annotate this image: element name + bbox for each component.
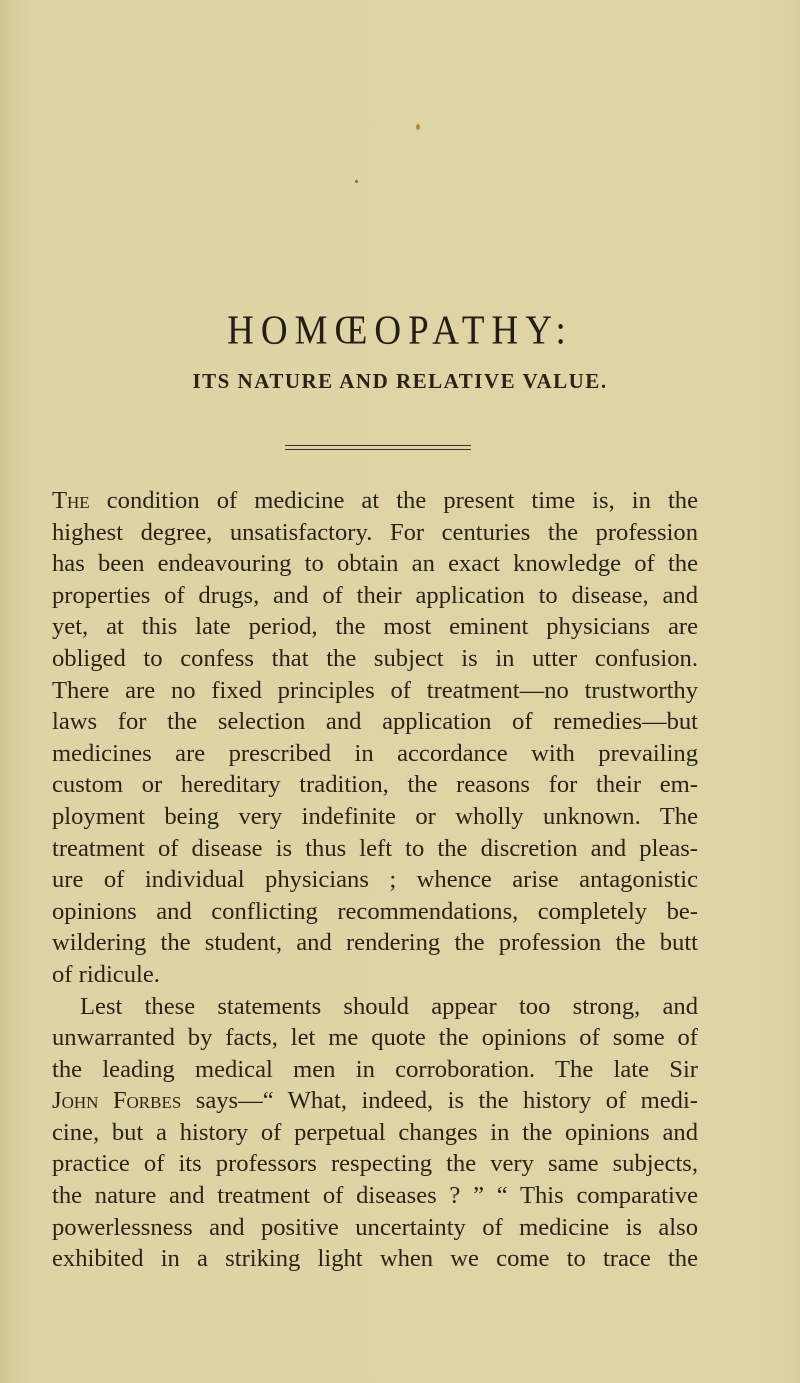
paragraph-2 [52,991,698,1275]
text-line: yet, at this late period, the most eminent physicians are [52,613,698,641]
text-line: custom or hereditary tradition, the reasons for their em- [52,771,698,799]
line-text: says—“ What, indeed, is the history of medi- [181,1087,698,1115]
text-line: powerlessness and positive uncertainty of medicine is also [52,1213,698,1241]
text-line: laws for the selection and application of remedies—but [52,708,698,736]
paragraph-1 [52,485,698,991]
text-line: wildering the student, and rendering the profession the butt [52,929,698,957]
body-text [52,485,698,1275]
double-rule-divider [285,445,471,450]
text-line: ure of individual physicians ; whence arise antagonistic [52,866,698,894]
text-line: practice of its professors respecting the very same subjects, [52,1150,698,1178]
text-line: exhibited in a striking light when we come to trace the [52,1245,698,1273]
text-line: the leading medical men in corroboration. The late Sir [52,1055,698,1083]
smallcaps-lead: The [52,487,90,514]
text-line [52,485,698,517]
text-line: has been endeavouring to obtain an exact knowledge of the [52,550,698,578]
text-line: highest degree, unsatisfactory. For centuries the profession [52,518,698,546]
text-line [52,1085,698,1117]
text-line: There are no fixed principles of treatment—no trustworthy [52,676,698,704]
text-line: obliged to confess that the subject is in utter confusion. [52,644,698,672]
paper-stain [416,124,420,130]
text-line: opinions and conflicting recommendations, completely be- [52,897,698,925]
text-line: unwarranted by facts, let me quote the opinions of some of [52,1024,698,1052]
text-line: medicines are prescribed in accordance with prevailing [52,739,698,767]
line-text: condition of medicine at the present time is, in the [89,487,698,514]
text-line: cine, but a history of perpetual changes in the opinions and [52,1118,698,1146]
text-line: properties of drugs, and of their application to disease, and [52,581,698,609]
paper-speck [355,180,358,183]
page-subtitle: ITS NATURE AND RELATIVE VALUE. [192,369,608,393]
smallcaps-name: John Forbes [52,1087,182,1115]
page-title: HOMŒOPATHY: [227,307,573,354]
text-line: the nature and treatment of diseases ? ” “ This comparative [52,1182,698,1210]
text-line: of ridicule. [52,960,160,988]
text-line: treatment of disease is thus left to the discretion and pleas- [52,834,698,862]
text-line: Lest these statements should appear too strong, and [80,992,698,1020]
text-line: ployment being very indefinite or wholly unknown. The [52,802,698,830]
